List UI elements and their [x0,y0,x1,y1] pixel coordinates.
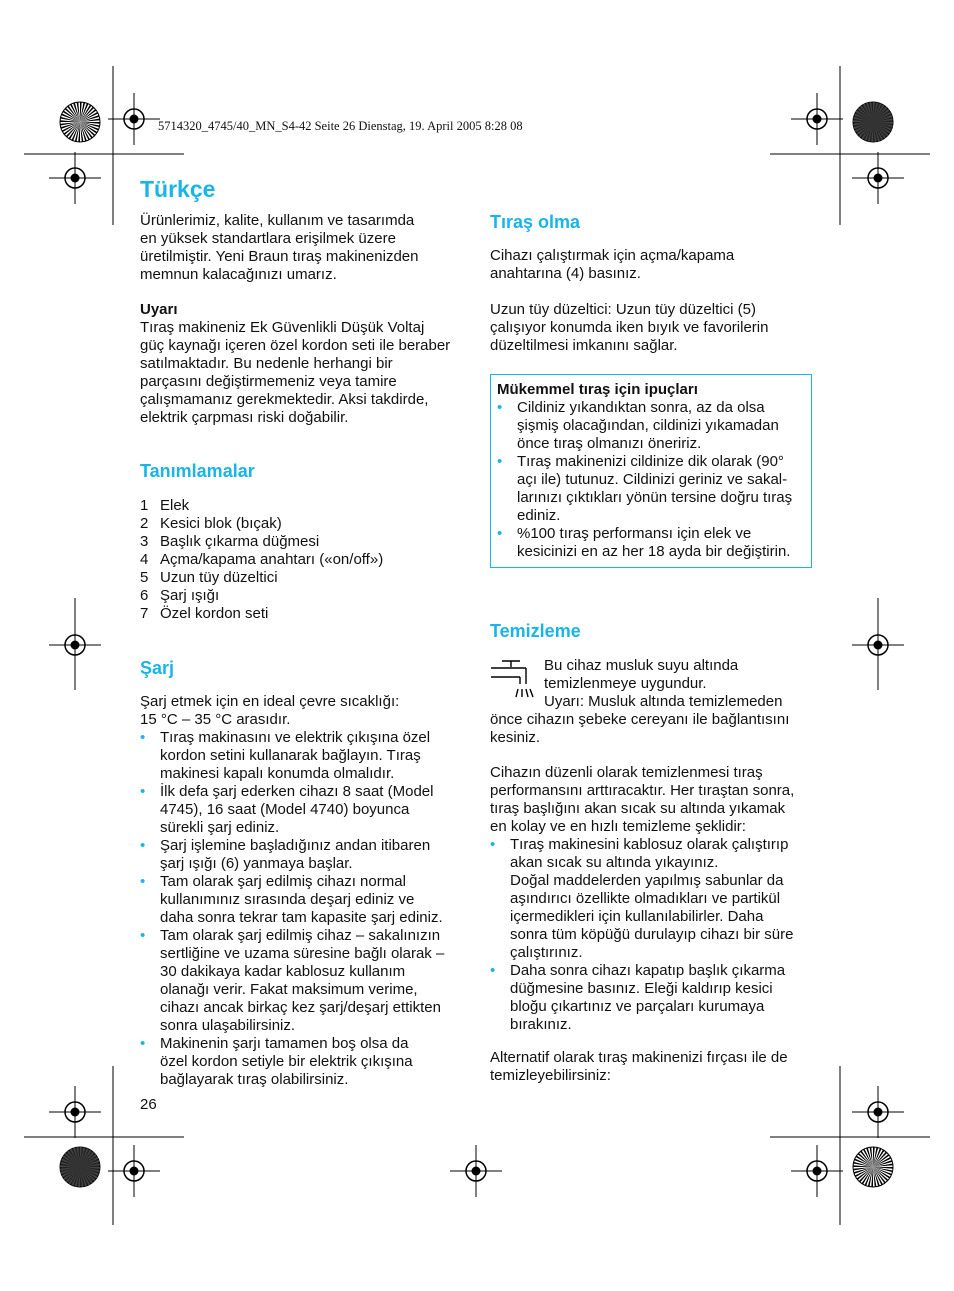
list-item-line: içermedikleri için kullanılabilirler. Daha [510,908,764,925]
tip-item [497,399,805,453]
list-item-line: kesicinizi en az her 18 ayda bir değiştirin. [517,543,791,560]
list-item-line: sertliğine ve uzama süresine bağlı olarak – [160,945,445,962]
intro-paragraph [140,212,470,284]
density-mark [853,102,893,142]
charging-list-item [140,1035,470,1089]
charging-list-item [140,927,470,1035]
list-item-line: • Tıraş makinasını ve elektrik çıkışına özel [160,729,431,746]
item-number: 4 [140,551,149,568]
cleaning-line: Uyarı: Musluk altında temizlemeden [544,693,783,710]
description-item [140,515,470,533]
list-item-line: • Tıraş makinenizi cildinize dik olarak (90° [517,453,784,470]
warning-line: Tıraş makineniz Ek Güvenlikli Düşük Voltaj [140,319,425,336]
list-item-line: kordon setini kullanarak bağlayın. Tıraş [160,747,421,764]
item-number: 1 [140,497,149,514]
tips-list [497,399,805,561]
list-item-line: olanağı verir. Fakat maksimum verime, [160,981,418,998]
list-item-line: bağlayarak tıraş olabilirsiniz. [160,1071,349,1088]
charging-list-item [140,837,470,873]
tip-item [497,525,805,561]
cleaning-line: Alternatif olarak tıraş makinenizi fırçası ile de [490,1049,788,1066]
registration-target [108,93,160,145]
no-tap-water-icon [490,658,534,702]
shaving-line: Uzun tüy düzeltici: Uzun tüy düzeltici (5) [490,301,756,318]
item-number: 6 [140,587,149,604]
list-item-line: sonra ulaşabilirsiniz. [160,1017,296,1034]
list-item-line: • Tıraş makinesini kablosuz olarak çalıştırıp [510,836,789,853]
intro-line: en yüksek standartlara erişilmek üzere [140,230,396,247]
list-item-line: • Daha sonra cihazı kapatıp başlık çıkarma [510,962,786,979]
warning-line: parçasını değiştirmemeniz veya tamire [140,373,397,390]
warning-line: satılmaktadır. Bu nedenle herhangi bir [140,355,393,372]
warning-line: çalışmamanız gerekmektedir. Aksi takdirde, [140,391,429,408]
registration-target [852,1086,904,1138]
charging-list-item [140,873,470,927]
cleaning-line: temizleyebilirsiniz: [490,1067,611,1084]
item-label: Elek [160,497,190,514]
registration-target [49,1086,101,1138]
starburst-mark [853,1147,893,1187]
list-item-line: • Şarj işlemine başladığınız andan itibaren [160,837,431,854]
list-item-line: daha sonra tekrar tam kapasite şarj ediniz. [160,909,443,926]
shaving-line: düzeltilmesi imkanını sağlar. [490,337,678,354]
cleaning-line: Bu cihaz musluk suyu altında [544,657,739,674]
list-item-line: • Tam olarak şarj edilmiş cihazı normal [160,873,406,890]
cleaning-line: temizlenmeye uygundur. [544,675,707,692]
item-number: 2 [140,515,149,532]
item-number: 5 [140,569,149,586]
list-item-line: bırakınız. [510,1016,572,1033]
warning-title: Uyarı [140,301,178,318]
shaving-heading: Tıraş olma [490,212,581,232]
item-label: Uzun tüy düzeltici [160,569,278,586]
list-item-line: cihazı ancak birkaç kez şarj/deşarj ettikten [160,999,441,1016]
list-item-line: ediniz. [517,507,561,524]
starburst-mark [60,102,100,142]
charging-heading: Şarj [140,658,175,678]
cleaning-line: önce cihazın şebeke cereyanı ile bağlantısını [490,711,790,728]
registration-target [49,152,101,204]
tip-item [497,453,805,525]
page-title: Türkçe [140,176,216,202]
cleaning-paragraph-3 [490,1049,820,1085]
cleaning-line: en kolay ve en hızlı temizleme şeklidir: [490,818,746,835]
list-item-line: • %100 tıraş performansı için elek ve [517,525,752,542]
list-item-line: makinesi kapalı konumda olmalıdır. [160,765,395,782]
item-label: Açma/kapama anahtarı («on/off») [160,551,384,568]
description-item [140,497,470,515]
description-item [140,587,470,605]
density-mark [60,1147,100,1187]
warning-line: elektrik çarpması riski doğabilir. [140,409,349,426]
description-item [140,551,470,569]
cleaning-list [490,836,820,1034]
list-item-line: • Cildiniz yıkandıktan sonra, az da olsa [517,399,765,416]
list-item-line: aşındırıcı özellikte olmadıkları ve partikül [510,890,781,907]
registration-target [450,1145,502,1197]
cleaning-line: kesiniz. [490,729,541,746]
list-item-line: larınızı çıktıkları yönün tersine doğru tıraş [517,489,793,506]
item-number: 3 [140,533,149,550]
item-label: Kesici blok (bıçak) [160,515,282,532]
intro-line: memnun kalacağınızı umarız. [140,266,337,283]
charging-intro-line: 15 °C – 35 °C arasıdır. [140,711,291,728]
list-item-line: bloğu çıkartınız ve parçaları kurumaya [510,998,765,1015]
list-item-line: kullanımınız sırasında deşarj ediniz ve [160,891,415,908]
list-item-line: şarj ışığı (6) yanmaya başlar. [160,855,353,872]
warning-paragraph [140,319,470,427]
shaving-paragraph-2 [490,301,820,355]
cleaning-paragraph-1-indented [544,657,824,711]
cleaning-heading: Temizleme [490,621,581,641]
shaving-line: çalışıyor konumda iken bıyık ve favorilerin [490,319,769,336]
list-item-line: şişmiş olacağından, cildinizi yıkamadan [517,417,779,434]
print-header: 5714320_4745/40_MN_S4-42 Seite 26 Dienstag, 19. April 2005 8:28 08 [158,119,523,133]
registration-target [791,93,843,145]
page-number: 26 [140,1096,157,1113]
intro-line: üretilmiştir. Yeni Braun tıraş makinenizden [140,248,419,265]
descriptions-list [140,497,470,623]
cleaning-list-item [490,836,820,962]
shaving-line: Cihazı çalıştırmak için açma/kapama [490,247,735,264]
cleaning-line: performansını arttıracaktır. Her tıraştan sonra, [490,782,795,799]
description-item [140,605,470,623]
item-label: Şarj ışığı [160,587,220,604]
list-item-line: açı ile) tutunuz. Cildinizi geriniz ve sakal- [517,471,788,488]
item-label: Özel kordon seti [160,605,269,622]
list-item-line: Doğal maddelerden yapılmış sabunlar da [510,872,784,889]
list-item-line: • Tam olarak şarj edilmiş cihaz – sakalınızın [160,927,441,944]
shaving-paragraph-1 [490,247,820,283]
list-item-line: 4745), 16 saat (Model 4740) boyunca [160,801,410,818]
list-item-line: sonra tüm köpüğü durulayıp cihazı bir süre [510,926,794,943]
list-item-line: • Makinenin şarjı tamamen boş olsa da [160,1035,409,1052]
list-item-line: sürekli şarj ediniz. [160,819,280,836]
list-item-line: önce tıraş olmanızı öneririz. [517,435,702,452]
description-item [140,533,470,551]
list-item-line: özel kordon setiyle bir elektrik çıkışına [160,1053,413,1070]
list-item-line: • İlk defa şarj ederken cihazı 8 saat (Model [160,783,434,800]
warning-line: güç kaynağı içeren özel kordon seti ile beraber [140,337,451,354]
cleaning-line: Cihazın düzenli olarak temizlenmesi tıraş [490,764,763,781]
charging-list-item [140,729,470,783]
charging-intro-line: Şarj etmek için en ideal çevre sıcaklığı: [140,693,400,710]
cleaning-list-item [490,962,820,1034]
charging-intro [140,693,470,729]
registration-target [852,152,904,204]
shaving-line: anahtarına (4) basınız. [490,265,641,282]
list-item-line: çalıştırınız. [510,944,583,961]
registration-target [49,619,101,671]
descriptions-heading: Tanımlamalar [140,461,255,481]
tips-box [490,374,812,568]
cleaning-paragraph-1-rest [490,711,820,747]
list-item-line: düğmesine basınız. Eleği kaldırıp kesici [510,980,773,997]
cleaning-line: tıraş başlığını akan sıcak su altında yıkamak [490,800,786,817]
item-label: Başlık çıkarma düğmesi [160,533,320,550]
registration-target [852,619,904,671]
item-number: 7 [140,605,149,622]
charging-list [140,729,470,1089]
list-item-line: akan sıcak su altında yıkayınız. [510,854,719,871]
tips-title: Mükemmel tıraş için ipuçları [497,381,698,398]
list-item-line: 30 dakikaya kadar kablosuz kullanım [160,963,406,980]
registration-target [791,1145,843,1197]
cleaning-paragraph-2 [490,764,820,836]
intro-line: Ürünlerimiz, kalite, kullanım ve tasarımda [140,212,415,229]
registration-target [108,1145,160,1197]
description-item [140,569,470,587]
charging-list-item [140,783,470,837]
